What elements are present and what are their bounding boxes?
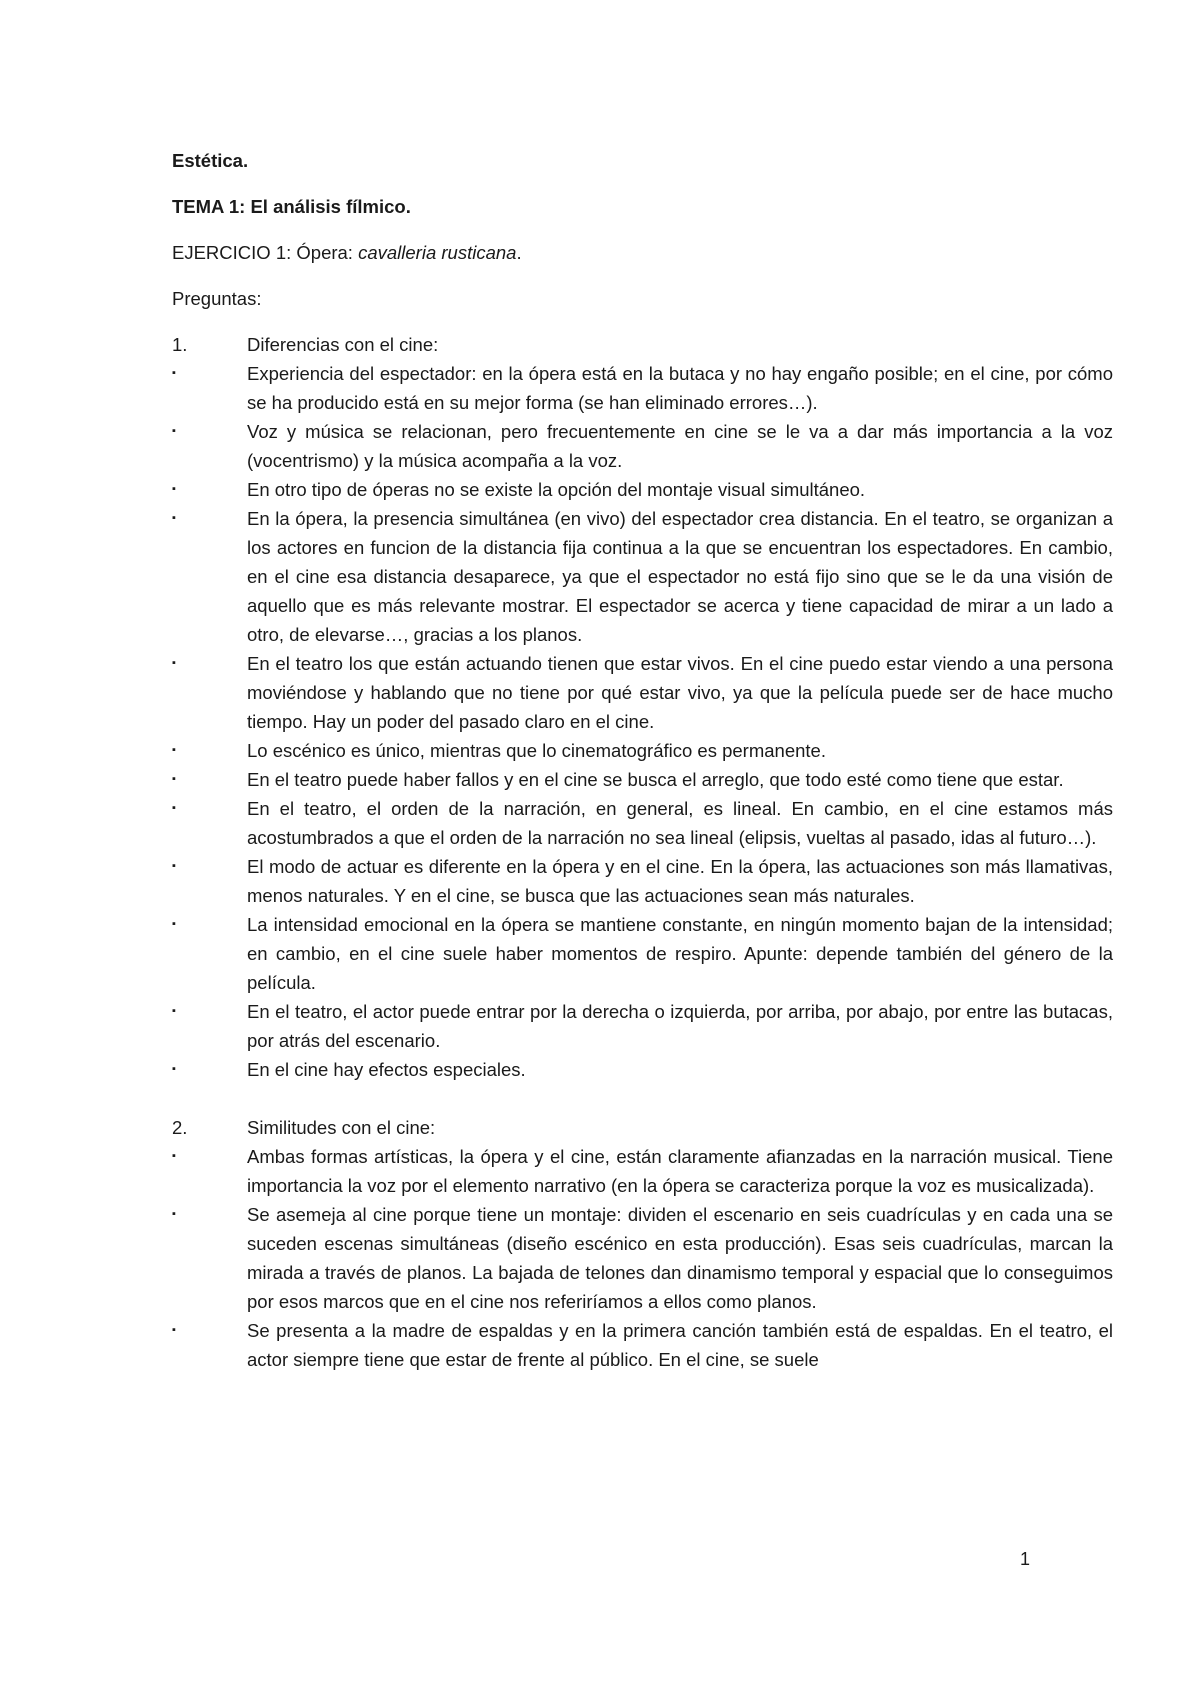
section-1-heading xyxy=(172,330,1113,359)
list-item xyxy=(172,475,1113,504)
page-number: 1 xyxy=(1020,1549,1031,1569)
list-item-text: En el cine hay efectos especiales. xyxy=(247,1059,526,1080)
section-spacer xyxy=(247,1084,1113,1113)
list-item-text: En el teatro, el actor puede entrar por la derecha o izquierda, por arriba, por abajo, por entre las butacas, por atrás del escenario. xyxy=(247,1001,1113,1051)
list-item-text: Se presenta a la madre de espaldas y en la primera canción también está de espaldas. En el teatro, el actor siempre tiene que estar de frente al público. En el cine, se suele xyxy=(247,1320,1113,1370)
list-item xyxy=(172,1055,1113,1084)
section-2-heading xyxy=(172,1113,1113,1142)
bullet-icon: ▪ xyxy=(172,1150,176,1162)
bullet-icon: ▪ xyxy=(172,367,176,379)
list-item xyxy=(172,649,1113,736)
list-item-text: El modo de actuar es diferente en la ópera y en el cine. En la ópera, las actuaciones son más llamativas, menos naturales. Y en el cine, se busca que las actuaciones sean más naturales. xyxy=(247,856,1113,906)
list-item xyxy=(172,1316,1113,1374)
differences-list xyxy=(172,359,1113,1084)
bullet-icon: ▪ xyxy=(172,1005,176,1017)
bullet-icon: ▪ xyxy=(172,425,176,437)
document-body xyxy=(172,146,1113,1374)
list-item-text: En el teatro, el orden de la narración, en general, es lineal. En cambio, en el cine estamos más acostumbrados a que el orden de la narración no sea lineal (elipsis, vueltas al pasado, idas al futuro…). xyxy=(247,798,1113,848)
list-item-text: La intensidad emocional en la ópera se mantiene constante, en ningún momento bajan de la intensidad; en cambio, en el cine suele haber momentos de respiro. Apunte: depende también del género de la película. xyxy=(247,914,1113,993)
document-title: Estética. xyxy=(172,150,249,171)
list-item xyxy=(172,359,1113,417)
list-item-text: En el teatro los que están actuando tienen que estar vivos. En el cine puedo estar viendo a una persona moviéndose y hablando que no tiene por qué estar vivo, ya que la película puede ser de hace mucho tiempo. Hay un poder del pasado claro en el cine. xyxy=(247,653,1113,732)
bullet-icon: ▪ xyxy=(172,744,176,756)
list-item xyxy=(172,794,1113,852)
tema-heading: TEMA 1: El análisis fílmico. xyxy=(172,196,411,217)
similarities-list xyxy=(172,1142,1113,1374)
ejercicio-suffix: . xyxy=(516,242,522,263)
list-item xyxy=(172,504,1113,649)
list-item-text: Ambas formas artísticas, la ópera y el cine, están claramente afianzadas en la narración musical. Tiene importancia la voz por el elemento narrativo (en la ópera se caracteriza porque la voz es musicalizada). xyxy=(247,1146,1113,1196)
ejercicio-heading xyxy=(172,238,1113,267)
section-1-number: 1. xyxy=(172,334,188,355)
bullet-icon: ▪ xyxy=(172,1208,176,1220)
list-item-text: Se asemeja al cine porque tiene un montaje: dividen el escenario en seis cuadrículas y en cada una se suceden escenas simultáneas (diseño escénico en esta producción). Esas seis cuadrículas, marcan la mirada a través de planos. La bajada de telones dan dinamismo temporal y espacial que lo conseguimos por esos marcos que en el cine nos referiríamos a ellos como planos. xyxy=(247,1204,1113,1312)
list-item xyxy=(172,852,1113,910)
list-item-text: En otro tipo de óperas no se existe la opción del montaje visual simultáneo. xyxy=(247,479,866,500)
list-item-text: Lo escénico es único, mientras que lo cinematográfico es permanente. xyxy=(247,740,826,761)
list-item xyxy=(172,1200,1113,1316)
bullet-icon: ▪ xyxy=(172,657,176,669)
list-item-text: Experiencia del espectador: en la ópera está en la butaca y no hay engaño posible; en el cine, por cómo se ha producido está en su mejor forma (se han eliminado errores…). xyxy=(247,363,1113,413)
bullet-icon: ▪ xyxy=(172,483,176,495)
bullet-icon: ▪ xyxy=(172,918,176,930)
list-item xyxy=(172,910,1113,997)
bullet-icon: ▪ xyxy=(172,1324,176,1336)
bullet-icon: ▪ xyxy=(172,773,176,785)
section-1-title: Diferencias con el cine: xyxy=(247,334,439,355)
section-2-number: 2. xyxy=(172,1117,188,1138)
bullet-icon: ▪ xyxy=(172,860,176,872)
list-item xyxy=(172,1142,1113,1200)
list-item xyxy=(172,736,1113,765)
ejercicio-work-title: cavalleria rusticana xyxy=(358,242,517,263)
preguntas-label: Preguntas: xyxy=(172,288,262,309)
bullet-icon: ▪ xyxy=(172,1063,176,1075)
list-item-text: Voz y música se relacionan, pero frecuentemente en cine se le va a dar más importancia a la voz (vocentrismo) y la música acompaña a la voz. xyxy=(247,421,1113,471)
list-item xyxy=(172,765,1113,794)
bullet-icon: ▪ xyxy=(172,512,176,524)
ejercicio-prefix: EJERCICIO 1: Ópera: xyxy=(172,242,359,263)
section-2-title: Similitudes con el cine: xyxy=(247,1117,436,1138)
bullet-icon: ▪ xyxy=(172,802,176,814)
list-item xyxy=(172,417,1113,475)
list-item-text: En la ópera, la presencia simultánea (en vivo) del espectador crea distancia. En el teatro, se organizan a los actores en funcion de la distancia fija continua a la que se encuentran los espectadores. En cambio, en el cine esa distancia desaparece, ya que el espectador no está fijo sino que se le da una visión de aquello que es más relevante mostrar. El espectador se acerca y tiene capacidad de mirar a un lado a otro, de elevarse…, gracias a los planos. xyxy=(247,508,1113,645)
list-item xyxy=(172,997,1113,1055)
list-item-text: En el teatro puede haber fallos y en el cine se busca el arreglo, que todo esté como tiene que estar. xyxy=(247,769,1064,790)
